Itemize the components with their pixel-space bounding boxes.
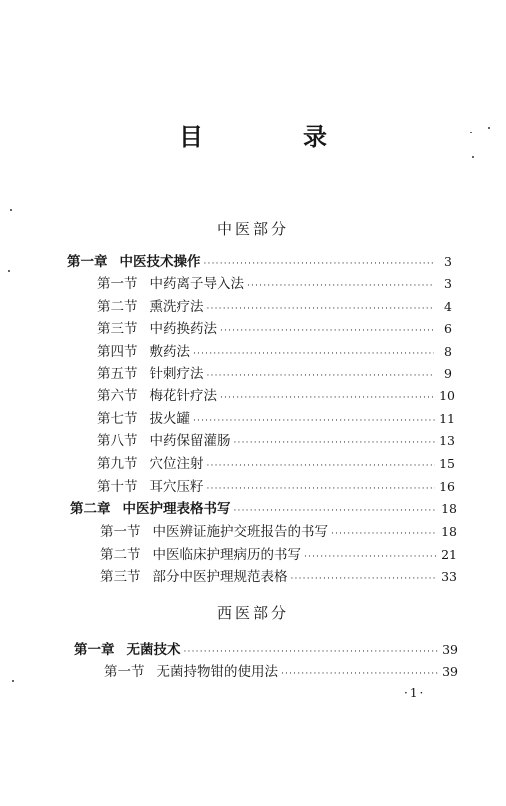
scan-speck [488,127,490,129]
toc-entry-section[interactable] [97,342,452,362]
page-title: 目 录 [179,123,365,151]
dot-leader [184,642,439,662]
toc-entry-chapter[interactable] [70,499,457,519]
toc-entry-section[interactable] [97,477,455,497]
dot-leader [220,388,435,408]
entry-page: 3 [444,276,452,291]
entry-page: 21 [441,547,457,562]
entry-title: 部分中医护理规范表格 [152,569,288,585]
entry-label: 第四节 [97,344,138,360]
entry-label: 第五节 [97,366,138,382]
entry-title: 中医技术操作 [119,254,201,270]
entry-page: 16 [439,479,455,494]
toc-entry-section[interactable] [97,454,455,474]
toc-entry-section[interactable] [97,319,452,339]
scan-speck [470,132,472,133]
entry-title: 中药保留灌肠 [149,433,231,449]
entry-label: 第一节 [104,664,145,680]
entry-label: 第九节 [97,456,138,472]
entry-title: 无菌技术 [126,642,181,658]
part-heading-chinese-medicine: 中医部分 [216,220,289,238]
dot-leader [304,547,437,567]
entry-page: 4 [444,299,452,314]
dot-leader [220,321,434,341]
entry-label: 第一节 [100,524,141,540]
entry-page: 3 [444,254,452,269]
entry-page: 9 [444,366,452,381]
entry-label: 第二章 [70,501,111,517]
toc-entry-section[interactable] [100,567,457,587]
entry-title: 无菌持物钳的使用法 [156,664,278,680]
entry-title: 熏洗疗法 [149,299,204,315]
entry-page: 11 [439,411,455,426]
entry-label: 第十节 [97,479,138,495]
entry-title: 中药换药法 [149,321,217,337]
dot-leader [207,366,435,386]
entry-label: 第三节 [100,569,141,585]
entry-title: 针刺疗法 [149,366,204,382]
entry-page: 10 [439,388,455,403]
entry-title: 中医辨证施护交班报告的书写 [152,524,328,540]
entry-label: 第六节 [97,388,138,404]
toc-entry-section[interactable] [97,431,455,451]
dot-leader [281,664,438,684]
dot-leader [234,433,436,453]
page-number: ·1· [404,686,426,700]
entry-title: 穴位注射 [149,456,204,472]
dot-leader [207,456,436,476]
entry-label: 第三节 [97,321,138,337]
entry-label: 第二节 [100,547,141,563]
scan-speck [12,680,14,682]
entry-page: 18 [441,501,457,516]
entry-page: 6 [444,321,452,336]
entry-label: 第一章 [67,254,108,270]
dot-leader [207,299,435,319]
entry-label: 第一节 [97,276,138,292]
entry-title: 敷药法 [149,344,190,360]
dot-leader [291,569,438,589]
scan-speck [472,156,474,158]
entry-label: 第二节 [97,299,138,315]
entry-title: 梅花针疗法 [149,388,217,404]
entry-title: 中医护理表格书写 [122,501,231,517]
toc-entry-section[interactable] [97,364,452,384]
entry-title: 耳穴压籽 [149,479,204,495]
toc-entry-chapter[interactable] [74,640,458,660]
part-heading-western-medicine: 西医部分 [216,604,289,622]
toc-entry-chapter[interactable] [67,252,452,272]
toc-entry-section[interactable] [97,386,455,406]
dot-leader [234,501,438,521]
toc-entry-section[interactable] [100,545,457,565]
entry-page: 39 [442,664,458,679]
scan-speck [8,270,10,272]
scan-speck [10,209,12,211]
entry-page: 13 [439,433,455,448]
entry-label: 第七节 [97,411,138,427]
entry-page: 33 [441,569,457,584]
entry-title: 中医临床护理病历的书写 [152,547,301,563]
dot-leader [193,344,434,364]
toc-entry-section[interactable] [97,297,452,317]
toc-entry-section[interactable] [104,662,458,682]
toc-entry-section[interactable] [100,522,457,542]
dot-leader [204,254,435,274]
entry-title: 中药离子导入法 [149,276,244,292]
entry-page: 18 [441,524,457,539]
entry-label: 第八节 [97,433,138,449]
entry-page: 15 [439,456,455,471]
dot-leader [247,276,434,296]
toc-entry-section[interactable] [97,274,452,294]
entry-label: 第一章 [74,642,115,658]
entry-title: 拔火罐 [149,411,190,427]
dot-leader [331,524,437,544]
entry-page: 39 [442,642,458,657]
dot-leader [193,411,435,431]
toc-entry-section[interactable] [97,409,455,429]
entry-page: 8 [444,344,452,359]
dot-leader [207,479,436,499]
